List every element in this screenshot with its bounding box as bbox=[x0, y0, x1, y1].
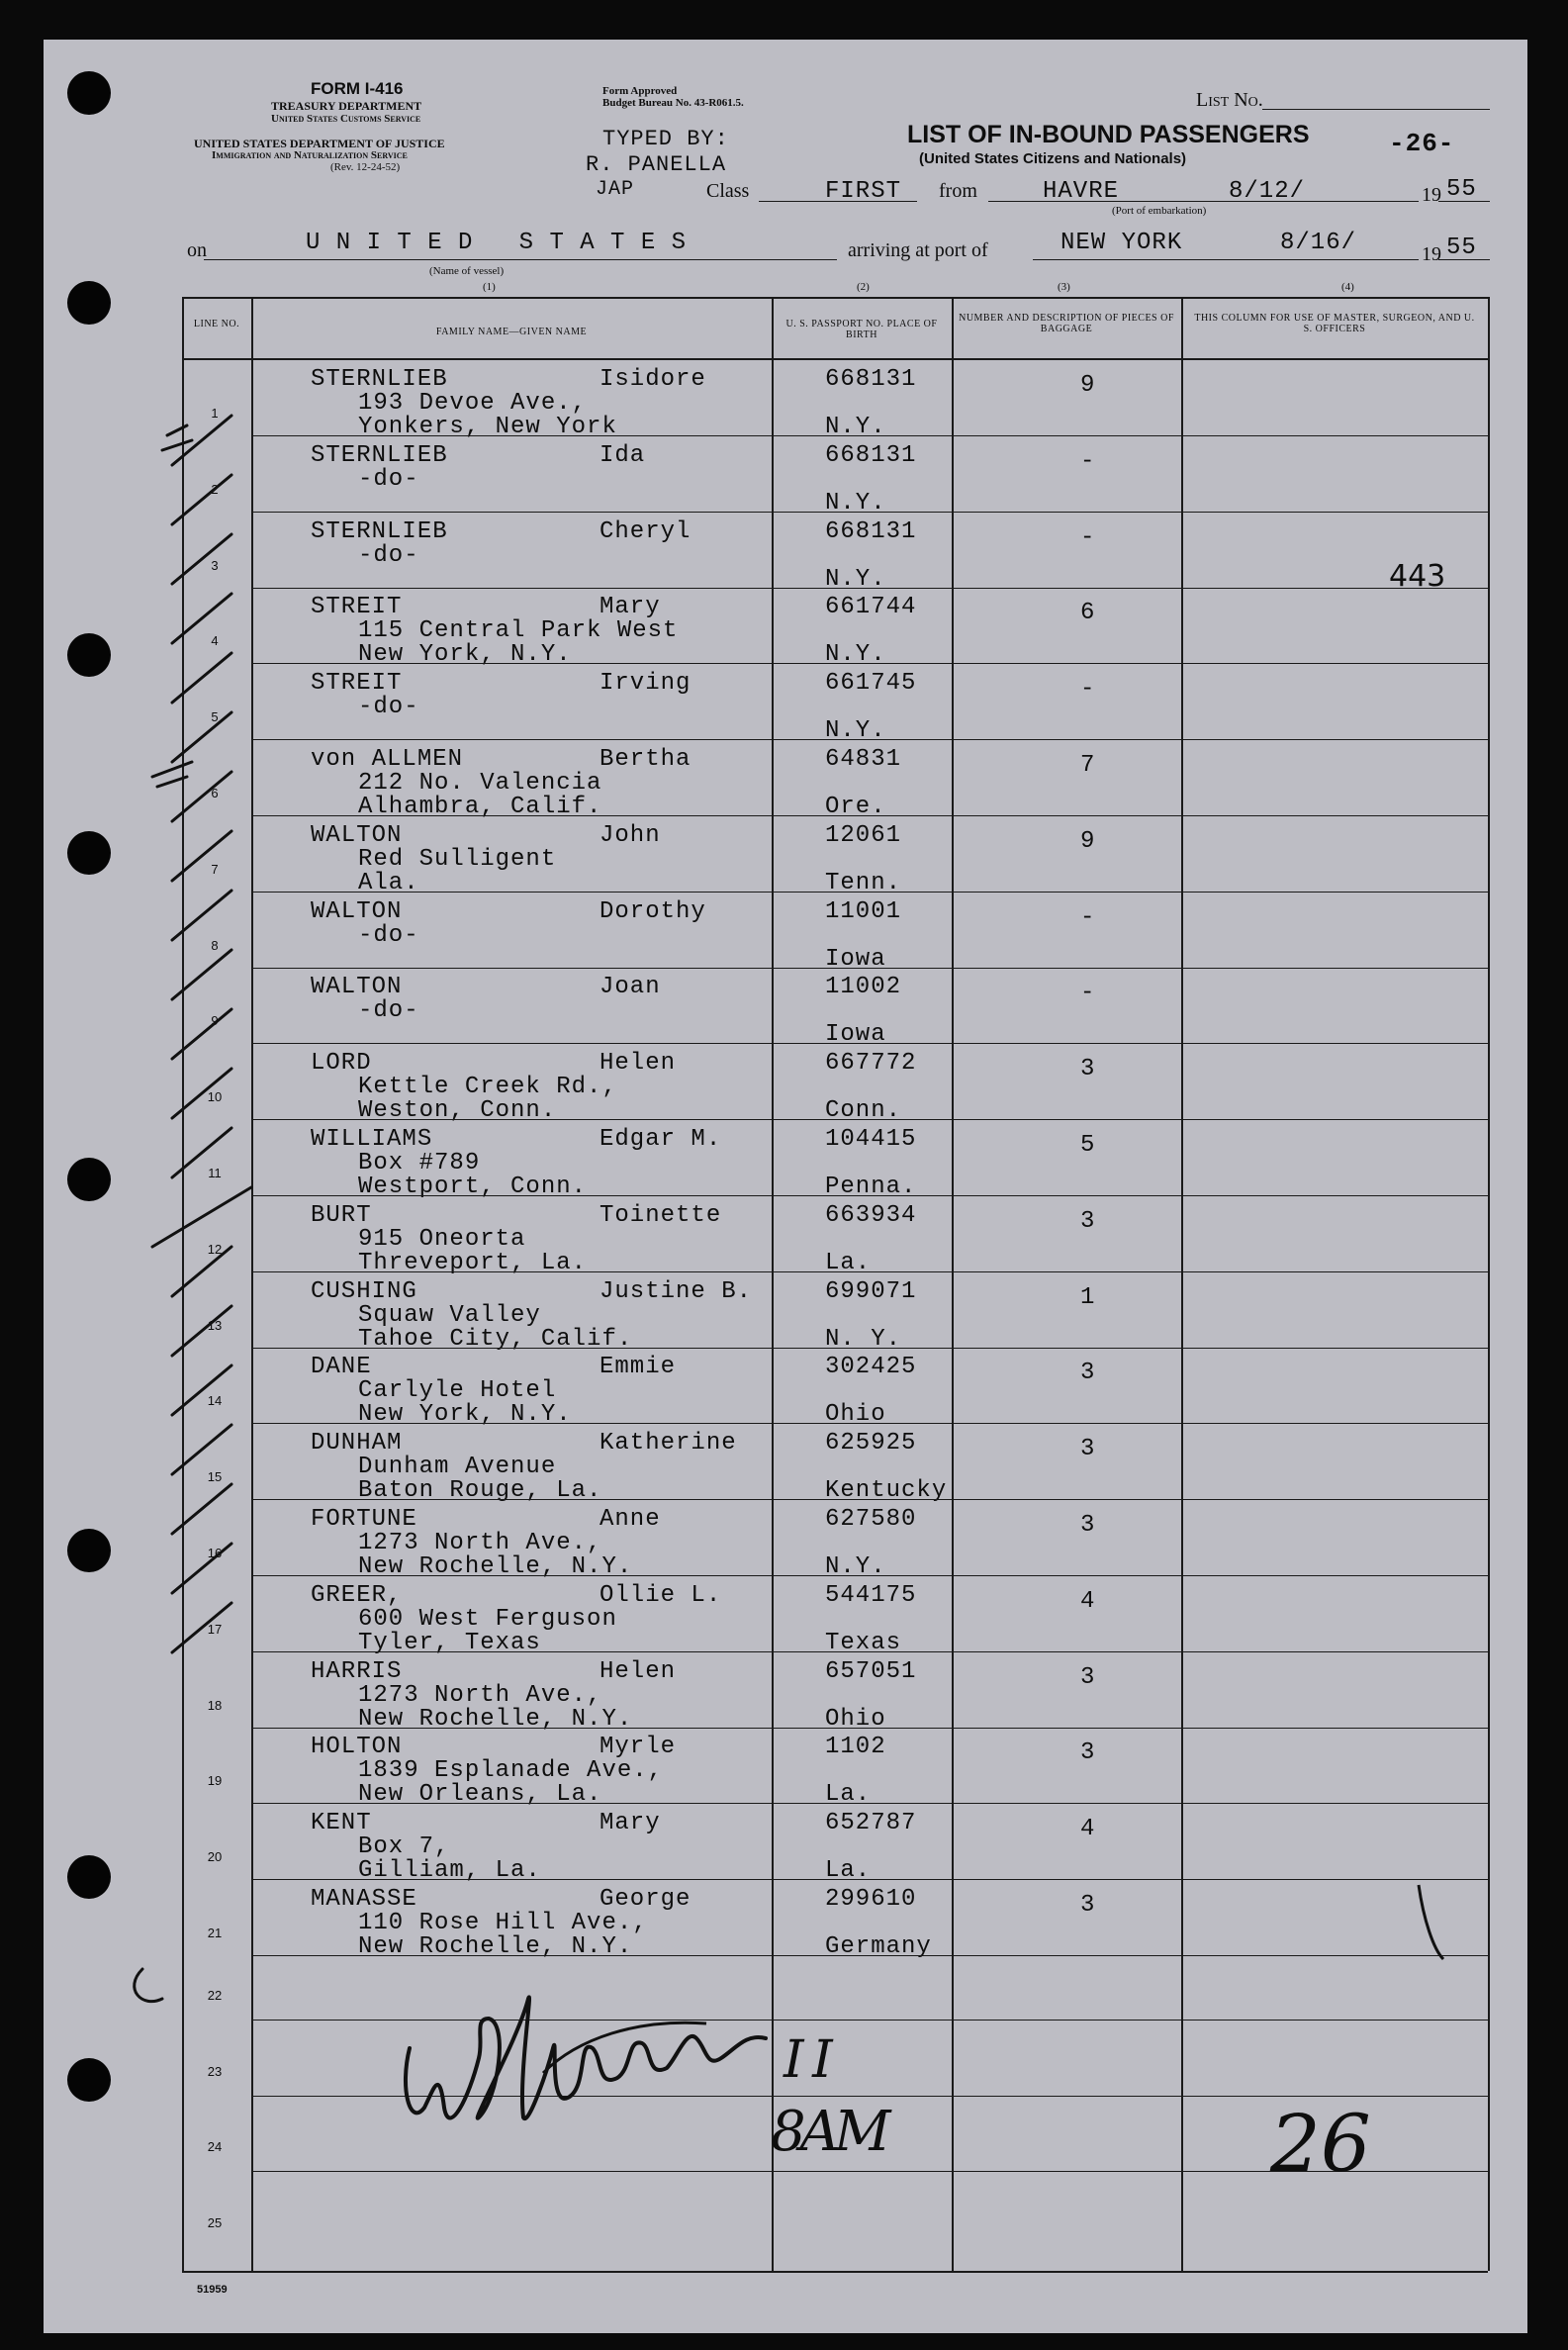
baggage-count: 5 bbox=[1080, 1132, 1096, 1159]
place-of-birth: Germany bbox=[825, 1933, 932, 1960]
passport-no: 302425 bbox=[825, 1354, 917, 1381]
line-number: 25 bbox=[207, 2215, 223, 2231]
line-number: 20 bbox=[207, 1849, 223, 1865]
line-number: 13 bbox=[207, 1317, 223, 1333]
given-name: Mary bbox=[600, 1810, 661, 1837]
passport-no: 625925 bbox=[825, 1430, 917, 1457]
on-label: on bbox=[187, 239, 207, 261]
address-line-2: Westport, Conn. bbox=[358, 1174, 588, 1200]
address-line-2: Yonkers, New York bbox=[358, 414, 617, 440]
address-line-2: Tyler, Texas bbox=[358, 1629, 541, 1656]
given-name: George bbox=[600, 1886, 692, 1913]
inspector-signature bbox=[380, 1979, 795, 2157]
given-name: Dorothy bbox=[600, 897, 706, 925]
punch-hole bbox=[67, 831, 111, 875]
address-line-2: New York, N.Y. bbox=[358, 641, 572, 669]
arriving-label: arriving at port of bbox=[848, 239, 988, 261]
depart-year-prefix: 19 bbox=[1422, 184, 1441, 206]
family-name: MANASSE bbox=[311, 1886, 417, 1913]
passport-no: 299610 bbox=[825, 1886, 917, 1913]
given-name: Isidore bbox=[600, 366, 706, 393]
place-of-birth: N.Y. bbox=[825, 489, 886, 517]
passport-no: 657051 bbox=[825, 1657, 917, 1685]
row-divider bbox=[251, 1955, 1488, 1956]
given-name: Toinette bbox=[600, 1201, 722, 1229]
address-line-1: 1839 Esplanade Ave., bbox=[358, 1757, 664, 1785]
row-divider bbox=[251, 1728, 1488, 1729]
address-line-2: Baton Rouge, La. bbox=[358, 1477, 602, 1505]
signature-suffix: I I bbox=[784, 2030, 829, 2090]
ins-name: Immigration and Naturalization Service bbox=[212, 149, 408, 161]
address-line-1: Red Sulligent bbox=[358, 845, 557, 873]
line-number: 7 bbox=[211, 861, 219, 877]
line-number: 12 bbox=[207, 1241, 223, 1257]
form-approved: Form Approved bbox=[602, 85, 678, 97]
col-num-4: (4) bbox=[1341, 281, 1354, 293]
line-number: 9 bbox=[211, 1013, 219, 1029]
family-name: STERNLIEB bbox=[311, 441, 448, 469]
line-number: 3 bbox=[211, 557, 219, 573]
family-name: WALTON bbox=[311, 897, 403, 925]
baggage-count: - bbox=[1080, 903, 1096, 931]
family-name: DANE bbox=[311, 1354, 372, 1381]
address-line-1: 193 Devoe Ave., bbox=[358, 390, 588, 417]
embark-port: HAVRE bbox=[1043, 178, 1120, 205]
address-line-1: Box #789 bbox=[358, 1150, 481, 1176]
row-divider bbox=[251, 1879, 1488, 1880]
baggage-count: 7 bbox=[1080, 752, 1096, 779]
passport-no: 668131 bbox=[825, 366, 917, 393]
family-name: STREIT bbox=[311, 594, 403, 621]
punch-hole bbox=[67, 633, 111, 677]
header-officers: THIS COLUMN FOR USE OF MASTER, SURGEON, AND U. S. OFFICERS bbox=[1194, 313, 1475, 334]
depart-year: 55 bbox=[1446, 176, 1477, 203]
baggage-count: 3 bbox=[1080, 1360, 1096, 1387]
place-of-birth: N.Y. bbox=[825, 414, 886, 440]
header-baggage: NUMBER AND DESCRIPTION OF PIECES OF BAGGAGE bbox=[959, 313, 1174, 334]
passport-no: 661745 bbox=[825, 670, 917, 698]
line-number: 1 bbox=[211, 406, 219, 421]
given-name: Myrle bbox=[600, 1734, 677, 1761]
passport-no: 667772 bbox=[825, 1050, 917, 1078]
col-num-1: (1) bbox=[483, 281, 496, 293]
given-name: Emmie bbox=[600, 1354, 677, 1381]
baggage-count: - bbox=[1080, 980, 1096, 1007]
address-line-2: Alhambra, Calif. bbox=[358, 794, 602, 820]
baggage-count: 3 bbox=[1080, 1436, 1096, 1463]
address-line-2: Tahoe City, Calif. bbox=[358, 1325, 633, 1353]
page-total: 26 bbox=[1270, 2098, 1371, 2190]
passport-no: 627580 bbox=[825, 1506, 917, 1533]
line-number: 16 bbox=[207, 1546, 223, 1560]
address-line-1: 915 Oneorta bbox=[358, 1225, 526, 1253]
address-line-1: Squaw Valley bbox=[358, 1301, 541, 1329]
family-name: CUSHING bbox=[311, 1277, 417, 1305]
given-name: Justine B. bbox=[600, 1277, 753, 1305]
passport-no: 663934 bbox=[825, 1201, 917, 1229]
address-line-1: 1273 North Ave., bbox=[358, 1530, 602, 1556]
doj-name: UNITED STATES DEPARTMENT OF JUSTICE bbox=[194, 137, 445, 150]
dept-name: TREASURY DEPARTMENT bbox=[271, 99, 422, 113]
place-of-birth: N.Y. bbox=[825, 565, 886, 593]
row-divider bbox=[251, 1348, 1488, 1349]
row-divider bbox=[251, 968, 1488, 969]
family-name: KENT bbox=[311, 1810, 372, 1837]
budget-bureau-no: Budget Bureau No. 43-R061.5. bbox=[602, 97, 744, 109]
baggage-count: - bbox=[1080, 523, 1096, 551]
place-of-birth: Ohio bbox=[825, 1401, 886, 1429]
punch-hole bbox=[67, 281, 111, 325]
passport-no: 652787 bbox=[825, 1810, 917, 1837]
baggage-count: 1 bbox=[1080, 1283, 1096, 1311]
form-number: FORM I-416 bbox=[311, 79, 404, 98]
depart-date: 8/12/ bbox=[1229, 178, 1306, 205]
given-name: Anne bbox=[600, 1506, 661, 1533]
passport-no: 1102 bbox=[825, 1734, 886, 1761]
row-divider bbox=[251, 1195, 1488, 1196]
officer-mark: 443 bbox=[1389, 559, 1446, 594]
line-number: 24 bbox=[207, 2139, 223, 2155]
given-name: Ollie L. bbox=[600, 1581, 722, 1609]
row-divider bbox=[251, 588, 1488, 589]
address-line-1: -do- bbox=[358, 541, 419, 569]
place-of-birth: N.Y. bbox=[825, 717, 886, 745]
passport-no: 661744 bbox=[825, 594, 917, 621]
page-title: LIST OF IN-BOUND PASSENGERS bbox=[907, 121, 1310, 148]
line-number: 14 bbox=[207, 1393, 223, 1409]
row-divider bbox=[251, 1575, 1488, 1576]
punch-hole bbox=[67, 2058, 111, 2102]
punch-hole bbox=[67, 71, 111, 115]
address-line-1: Box 7, bbox=[358, 1833, 450, 1861]
baggage-count: 3 bbox=[1080, 1207, 1096, 1235]
baggage-count: 3 bbox=[1080, 1892, 1096, 1919]
stamp-mark: 8AM bbox=[771, 2100, 885, 2164]
col-num-2: (2) bbox=[857, 281, 870, 293]
typed-by-name: R. PANELLA bbox=[586, 152, 727, 177]
row-divider bbox=[251, 1651, 1488, 1652]
place-of-birth: N.Y. bbox=[825, 1553, 886, 1580]
header-line-no: LINE NO. bbox=[193, 319, 240, 329]
arrival-year: 55 bbox=[1446, 235, 1477, 261]
row-divider bbox=[251, 1119, 1488, 1120]
row-divider bbox=[251, 739, 1488, 740]
line-number: 21 bbox=[207, 1926, 223, 1940]
port-embark-label: (Port of embarkation) bbox=[1112, 205, 1207, 217]
place-of-birth: Tenn. bbox=[825, 869, 902, 896]
given-name: Cheryl bbox=[600, 517, 692, 545]
given-name: Helen bbox=[600, 1050, 677, 1078]
baggage-count: 3 bbox=[1080, 1512, 1096, 1539]
check-marks bbox=[113, 396, 261, 2019]
row-divider bbox=[251, 512, 1488, 513]
class-value: FIRST bbox=[825, 178, 902, 205]
manifest-page bbox=[44, 40, 1527, 2333]
family-name: STREIT bbox=[311, 670, 403, 698]
arrival-year-prefix: 19 bbox=[1422, 243, 1441, 265]
arrival-port: NEW YORK bbox=[1061, 230, 1183, 256]
given-name: John bbox=[600, 821, 661, 849]
given-name: Irving bbox=[600, 670, 692, 698]
passport-no: 699071 bbox=[825, 1277, 917, 1305]
row-divider bbox=[251, 1423, 1488, 1424]
address-line-2: Weston, Conn. bbox=[358, 1097, 557, 1125]
punch-hole bbox=[67, 1158, 111, 1201]
family-name: BURT bbox=[311, 1201, 372, 1229]
address-line-1: 212 No. Valencia bbox=[358, 770, 602, 797]
place-of-birth: Iowa bbox=[825, 1021, 886, 1049]
baggage-count: 9 bbox=[1080, 372, 1096, 399]
row-divider bbox=[251, 1043, 1488, 1044]
address-line-2: New Rochelle, N.Y. bbox=[358, 1553, 633, 1580]
place-of-birth: Iowa bbox=[825, 945, 886, 973]
place-of-birth: N. Y. bbox=[825, 1325, 902, 1353]
address-line-1: Dunham Avenue bbox=[358, 1454, 557, 1481]
row-divider bbox=[251, 815, 1488, 816]
place-of-birth: La. bbox=[825, 1781, 872, 1809]
baggage-count: 3 bbox=[1080, 1056, 1096, 1083]
family-name: FORTUNE bbox=[311, 1506, 417, 1533]
family-name: STERNLIEB bbox=[311, 366, 448, 393]
address-line-2: New York, N.Y. bbox=[358, 1401, 572, 1429]
family-name: WILLIAMS bbox=[311, 1126, 433, 1153]
family-name: HARRIS bbox=[311, 1657, 403, 1685]
from-label: from bbox=[939, 180, 977, 202]
address-line-2: Ala. bbox=[358, 869, 419, 896]
given-name: Mary bbox=[600, 594, 661, 621]
line-number: 23 bbox=[207, 2063, 223, 2079]
arrival-date: 8/16/ bbox=[1280, 230, 1357, 256]
punch-hole bbox=[67, 1529, 111, 1572]
family-name: WALTON bbox=[311, 821, 403, 849]
address-line-1: -do- bbox=[358, 921, 419, 949]
address-line-2: Threveport, La. bbox=[358, 1249, 588, 1276]
passport-no: 11001 bbox=[825, 897, 902, 925]
line-number: 17 bbox=[207, 1621, 223, 1637]
place-of-birth: Ore. bbox=[825, 794, 886, 820]
address-line-1: 110 Rose Hill Ave., bbox=[358, 1910, 648, 1936]
row-divider bbox=[251, 1271, 1488, 1272]
row-divider bbox=[251, 892, 1488, 893]
passport-no: 64831 bbox=[825, 746, 902, 773]
passport-no: 104415 bbox=[825, 1126, 917, 1153]
line-number: 18 bbox=[207, 1697, 223, 1713]
place-of-birth: N.Y. bbox=[825, 641, 886, 669]
punch-hole bbox=[67, 1855, 111, 1899]
line-number: 8 bbox=[211, 937, 219, 953]
line-number: 22 bbox=[207, 1987, 223, 2003]
list-no-label: List No. bbox=[1196, 89, 1263, 111]
given-name: Joan bbox=[600, 974, 661, 1001]
family-name: von ALLMEN bbox=[311, 746, 464, 773]
address-line-1: 115 Central Park West bbox=[358, 617, 679, 645]
revision-date: (Rev. 12-24-52) bbox=[330, 161, 401, 173]
baggage-count: - bbox=[1080, 676, 1096, 704]
place-of-birth: La. bbox=[825, 1857, 872, 1885]
row-divider bbox=[251, 1803, 1488, 1804]
row-divider bbox=[251, 435, 1488, 436]
footer-code: 51959 bbox=[197, 2284, 228, 2296]
passport-no: 12061 bbox=[825, 821, 902, 849]
given-name: Edgar M. bbox=[600, 1126, 722, 1153]
family-name: WALTON bbox=[311, 974, 403, 1001]
line-number: 2 bbox=[211, 481, 219, 497]
baggage-count: 6 bbox=[1080, 600, 1096, 627]
typist-initials: JAP bbox=[596, 178, 635, 201]
place-of-birth: Kentucky bbox=[825, 1477, 948, 1505]
col-num-3: (3) bbox=[1058, 281, 1070, 293]
address-line-1: Kettle Creek Rd., bbox=[358, 1074, 617, 1101]
family-name: STERNLIEB bbox=[311, 517, 448, 545]
address-line-2: New Rochelle, N.Y. bbox=[358, 1933, 633, 1960]
line-number: 19 bbox=[207, 1773, 223, 1789]
place-of-birth: Texas bbox=[825, 1629, 902, 1656]
row-divider bbox=[251, 663, 1488, 664]
address-line-1: Carlyle Hotel bbox=[358, 1377, 557, 1405]
address-line-2: Gilliam, La. bbox=[358, 1857, 541, 1885]
place-of-birth: Conn. bbox=[825, 1097, 902, 1125]
passport-no: 668131 bbox=[825, 441, 917, 469]
line-number: 10 bbox=[207, 1089, 223, 1105]
given-name: Katherine bbox=[600, 1430, 737, 1457]
vessel-name: U N I T E D S T A T E S bbox=[306, 230, 688, 256]
line-number: 11 bbox=[208, 1166, 222, 1180]
line-number: 6 bbox=[211, 786, 219, 800]
customs-service: United States Customs Service bbox=[271, 113, 421, 125]
place-of-birth: Penna. bbox=[825, 1174, 917, 1200]
header-passport: U. S. PASSPORT NO. PLACE OF BIRTH bbox=[785, 319, 938, 340]
line-number: 15 bbox=[207, 1469, 223, 1485]
place-of-birth: La. bbox=[825, 1249, 872, 1276]
margin-tick bbox=[1409, 1880, 1468, 1969]
baggage-count: - bbox=[1080, 447, 1096, 475]
given-name: Bertha bbox=[600, 746, 692, 773]
address-line-2: New Orleans, La. bbox=[358, 1781, 602, 1809]
header-name: FAMILY NAME—GIVEN NAME bbox=[435, 327, 588, 337]
passport-no: 668131 bbox=[825, 517, 917, 545]
address-line-1: -do- bbox=[358, 694, 419, 721]
page-subtitle: (United States Citizens and Nationals) bbox=[919, 150, 1187, 167]
address-line-1: -do- bbox=[358, 465, 419, 493]
family-name: HOLTON bbox=[311, 1734, 403, 1761]
given-name: Ida bbox=[600, 441, 646, 469]
family-name: DUNHAM bbox=[311, 1430, 403, 1457]
passport-no: 544175 bbox=[825, 1581, 917, 1609]
row-divider bbox=[251, 1499, 1488, 1500]
address-line-1: 600 West Ferguson bbox=[358, 1605, 617, 1633]
page-number: -26- bbox=[1389, 129, 1455, 158]
address-line-1: -do- bbox=[358, 997, 419, 1025]
family-name: LORD bbox=[311, 1050, 372, 1078]
address-line-1: 1273 North Ave., bbox=[358, 1681, 602, 1709]
baggage-count: 3 bbox=[1080, 1739, 1096, 1767]
baggage-count: 4 bbox=[1080, 1816, 1096, 1843]
baggage-count: 3 bbox=[1080, 1663, 1096, 1691]
class-label: Class bbox=[706, 180, 750, 202]
family-name: GREER, bbox=[311, 1581, 403, 1609]
given-name: Helen bbox=[600, 1657, 677, 1685]
passport-no: 11002 bbox=[825, 974, 902, 1001]
address-line-2: New Rochelle, N.Y. bbox=[358, 1705, 633, 1733]
baggage-count: 4 bbox=[1080, 1587, 1096, 1615]
typed-by-label: TYPED BY: bbox=[602, 127, 729, 151]
baggage-count: 9 bbox=[1080, 827, 1096, 855]
line-number: 5 bbox=[211, 709, 219, 725]
line-number: 4 bbox=[211, 633, 219, 649]
vessel-label: (Name of vessel) bbox=[429, 265, 505, 277]
place-of-birth: Ohio bbox=[825, 1705, 886, 1733]
